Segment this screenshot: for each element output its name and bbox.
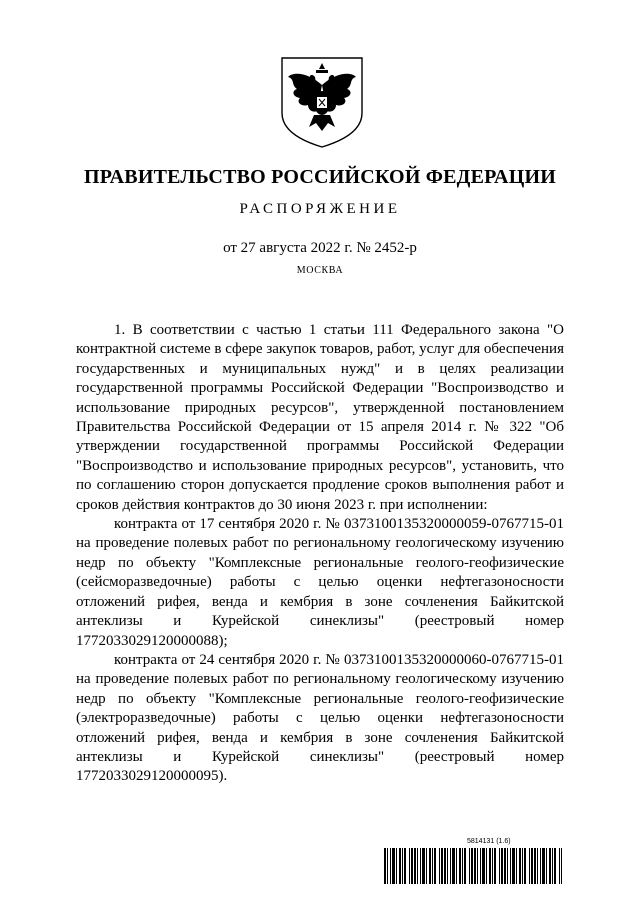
paragraph: 1. В соответствии с частью 1 статьи 111 Федерального закона "О контрактной системе в сфере закупок товаров, работ, услуг для обеспечения государственных и муниципальных нужд" и в целях реализации государственной программы Российской Федерации "Воспроизводство и использование природных ресурсов", утвержденной постановлением Правительства Российской Федерации от 15 апреля 2014 г. № 322 "Об утверждении государственной программы Российской Федерации "Воспроизводство и использование природных ресурсов", установить, что по соглашению сторон допускается продление сроков выполнения работ и сроков действия контрактов до 30 июня 2023 г. при исполнении: [76,322,564,513]
state-emblem-icon [279,55,365,150]
paragraph: контракта от 17 сентября 2020 г. № 0373100135320000059-0767715-01 на проведение полевых работ по региональному геологическому изучению недр по объекту "Комплексные региональные геолого-геофизические (сейсморазведочные) работы с целью оценки нефтегазоносности отложений рифея, венда и кембрия в зоне сочленения Байкитской антеклизы и Курейской синеклизы" (реестровый номер 1772033029120000088); [76,516,564,649]
barcode-icon [384,848,562,884]
document-body [76,321,564,787]
paragraph: контракта от 24 сентября 2020 г. № 0373100135320000060-0767715-01 на проведение полевых работ по региональному геологическому изучению недр по объекту "Комплексные региональные геолого-геофизические (электроразведочные) работы с целью оценки нефтегазоносности отложений рифея, венда и кембрия в зоне сочленения Байкитской антеклизы и Курейской синеклизы" (реестровый номер 1772033029120000095). [76,651,564,785]
document-date-number: от 27 августа 2022 г. № 2452-р [223,240,417,256]
government-title: ПРАВИТЕЛЬСТВО РОССИЙСКОЙ ФЕДЕРАЦИИ [84,166,556,188]
document-type: РАСПОРЯЖЕНИЕ [239,201,401,217]
document-city: МОСКВА [296,265,344,276]
barcode-label: 5814131 (1.6) [467,838,511,845]
